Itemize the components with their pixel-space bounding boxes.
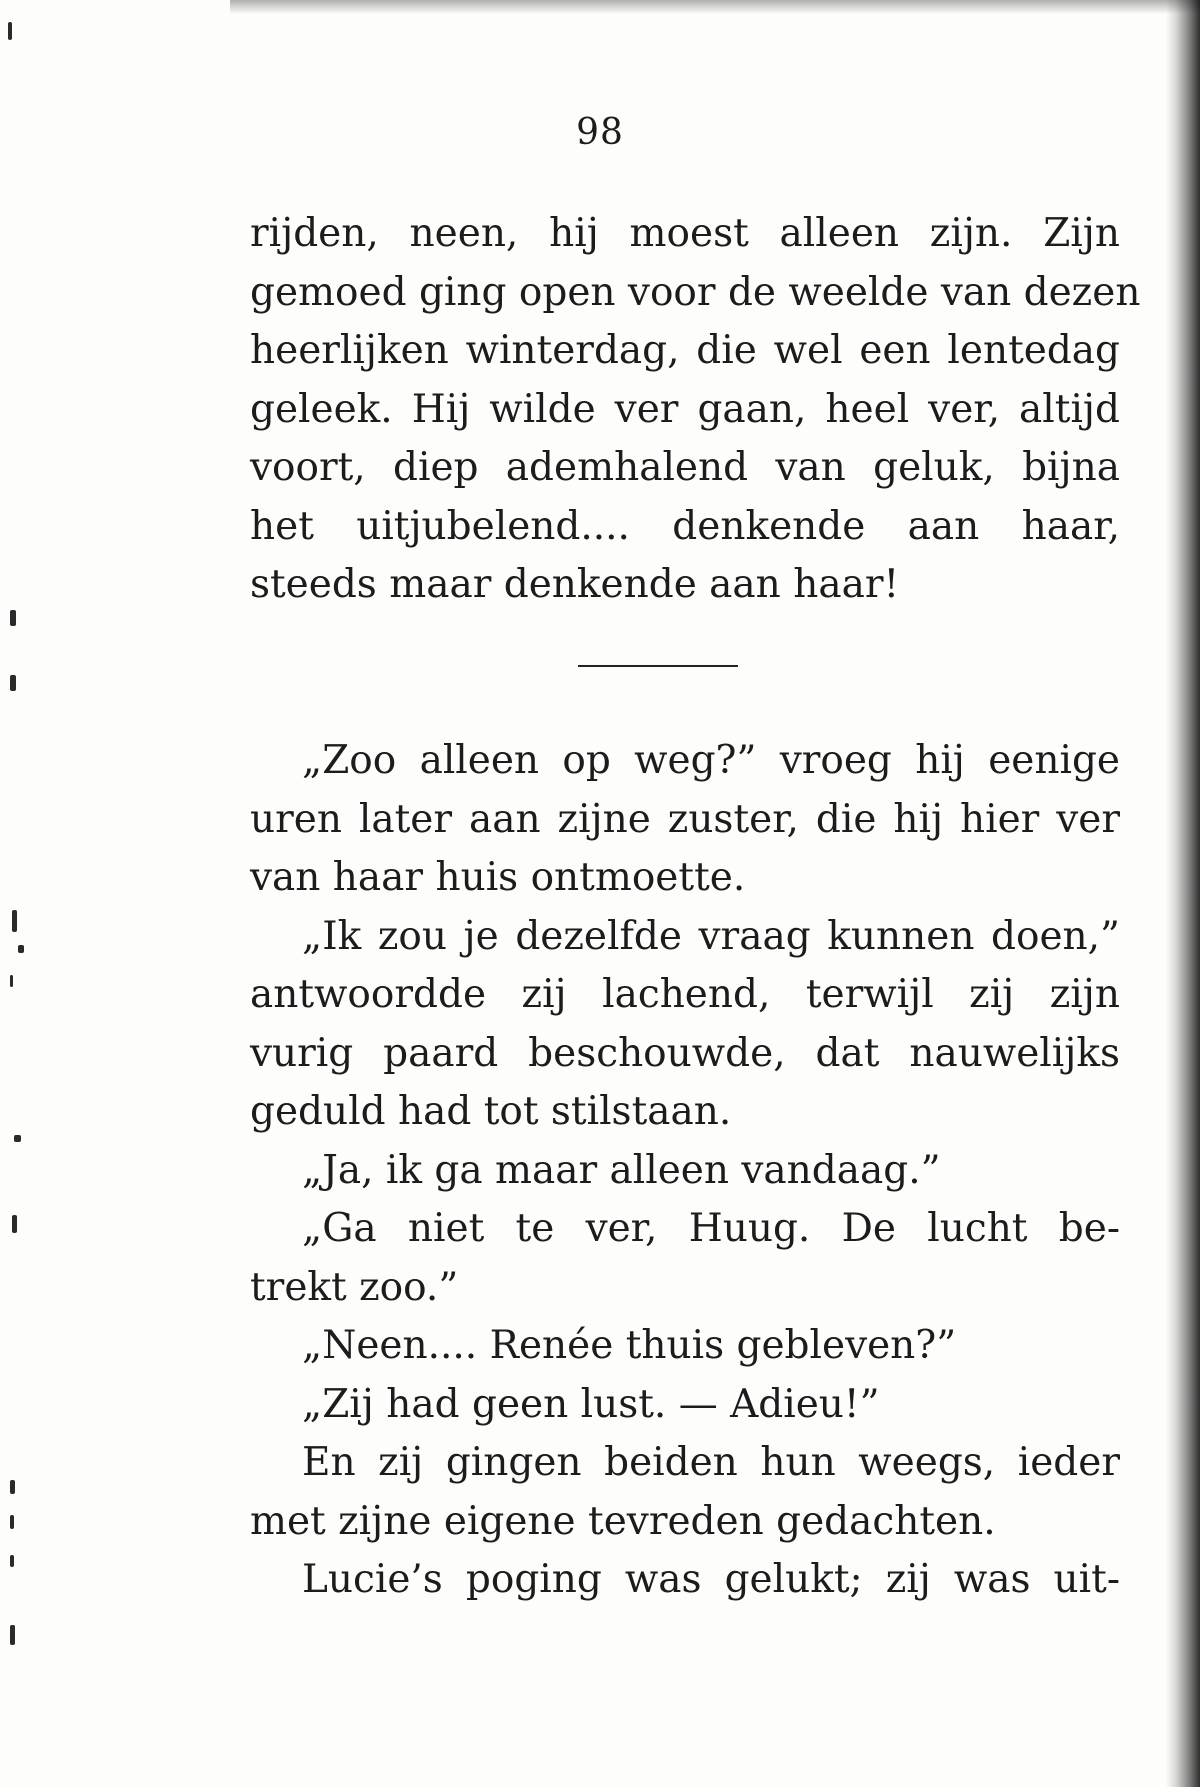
paragraph: [250, 1551, 1120, 1610]
text-line: van haar huis ontmoette.: [250, 855, 746, 900]
text-line: „Zoo alleen op weg?” vroeg hij eenige: [302, 738, 1120, 783]
paragraph: [250, 1317, 1120, 1376]
paragraph: [250, 908, 1120, 1142]
text-line: En zij gingen beiden hun weegs, ieder: [302, 1440, 1120, 1485]
text-line: „Zij had geen lust. — Adieu!”: [302, 1381, 880, 1427]
text-line: antwoordde zij lachend, terwijl zij zijn: [250, 972, 1120, 1017]
text-line: „Ga niet te ver, Huug. De lucht be-: [302, 1206, 1120, 1251]
paragraph: [250, 1200, 1120, 1317]
text-line: trekt zoo.”: [250, 1264, 459, 1310]
text-section-bottom: [250, 732, 1120, 1610]
text-line: heerlijken winterdag, die wel een lentedag: [250, 328, 1120, 373]
text-line: geduld had tot stilstaan.: [250, 1089, 732, 1134]
text-line: Lucie’s poging was gelukt; zij was uit-: [302, 1557, 1120, 1602]
text-line: steeds maar denkende aan haar!: [250, 562, 900, 607]
paragraph: [250, 205, 1141, 615]
section-separator: [578, 665, 738, 667]
text-line: voort, diep ademhalend van geluk, bijna: [250, 445, 1120, 490]
paragraph: [250, 1376, 1120, 1435]
paragraph: [250, 1434, 1120, 1551]
text-line: het uitjubelend.... denkende aan haar,: [250, 503, 1120, 549]
text-section-top: [250, 205, 1141, 615]
scan-specks-left: [0, 0, 60, 1787]
text-line: gemoed ging open voor de weelde van dezen: [250, 269, 1141, 315]
scan-edge-right: [1166, 0, 1200, 1787]
text-line: „Ik zou je dezelfde vraag kunnen doen,”: [302, 913, 1120, 959]
text-line: met zijne eigene tevreden gedachten.: [250, 1498, 996, 1544]
text-line: rijden, neen, hij moest alleen zijn. Zijn: [250, 211, 1120, 256]
scan-edge-top: [230, 0, 1200, 14]
text-line: uren later aan zijne zuster, die hij hier ver: [250, 796, 1120, 842]
text-line: geleek. Hij wilde ver gaan, heel ver, altijd: [250, 386, 1120, 432]
text-line: vurig paard beschouwde, dat nauwelijks: [250, 1030, 1120, 1076]
paragraph: [250, 732, 1120, 908]
text-line: „Ja, ik ga maar alleen vandaag.”: [302, 1147, 941, 1193]
text-line: „Neen.... Renée thuis gebleven?”: [302, 1323, 957, 1368]
page-number: 98: [576, 112, 624, 153]
paragraph: [250, 1142, 1120, 1201]
